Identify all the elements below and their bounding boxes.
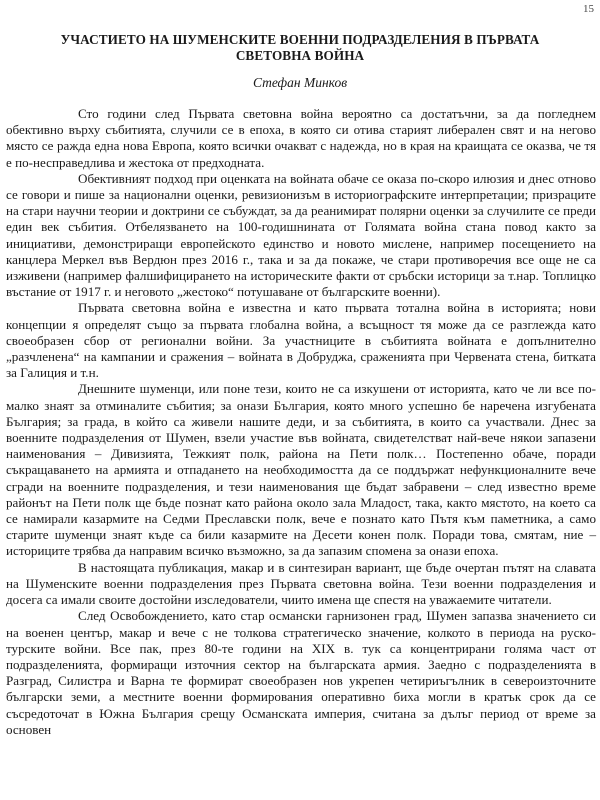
paragraph-3: Първата световна война е известна и като първата тотална война в историята; нови концепции я определят също за първата глобална война, а всъщност тя може да се разглежда като своеобразен сбор от регионални войни. За участниците в събитията войната е допълнително „разчленена“ на кампании и сражения – войната в Добруджа, сраженията при Червената стена, битката за Галиция и т.н.: [6, 300, 596, 381]
paragraph-5: В настоящата публикация, макар и в синтезиран вариант, ще бъде очертан пътят на славата на Шуменските военни подразделения през Първата световна война. Тези военни подразделения и досега са имали своите достойни изследователи, чиито имена ще спестя на уважаемите читатели.: [6, 559, 596, 608]
author-name: Стефан Минков: [252, 75, 348, 90]
page-number: 15: [583, 3, 594, 15]
article-body: [6, 106, 596, 738]
title-line-2: СВЕТОВНА ВОЙНА: [235, 48, 365, 63]
paragraph-6: След Освобождението, като стар османски гарнизонен град, Шумен запазва значението си на военен център, макар и вече с не толкова стратегическо значение, колкото в периода на руско-турските войни. Все пак, през 80-те години на XIX в. тук са концентрирани голяма част от подразделенията, формиращи източния сектор на българската армия. Заедно с подразделенията в Разград, Силистра и Варна те формират своеобразен нов укрепен четириъгълник в североизточните български земи, а местните военни формирования оперативно биха могли в кратък срок да се съсредоточат в Южна България срещу Османската империя, считана за дълъг период от време за основен: [6, 608, 596, 737]
title-line-1: УЧАСТИЕТО НА ШУМЕНСКИТЕ ВОЕННИ ПОДРАЗДЕЛЕНИЯ В ПЪРВАТА: [60, 32, 540, 47]
paragraph-4: Днешните шуменци, или поне тези, които не са изкушени от историята, като че ли все по-малко знаят за отминалите събития; за онази България, която много успешно бе наречена изгубената България; за града, в който са живели нашите деди, и за събитията, в които са участвали. Днес за военните подразделения от Шумен, взели участие във войната, свидетелстват най-вече някои запазени наименования – Дивизията, Тежкият полк, района на Пети полк… Постепенно обаче, поради съкращаването на армията и отпадането на необходимостта да се поддържат нефункционалните вече сгради на военните подразделения, и тези наименования ще бъдат забравени – след известно време районът на Пети полк ще бъде познат като района около зала Младост, така, както мястото, на което са се намирали казармите на Седми Преславски полк, вече е познато като Пътя към паметника, а само старите шуменци знаят къде са били казармите на Десети конен полк. Поради това, смятам, ние – историците трябва да направим всичко възможно, за да запазим спомена за онази епоха.: [6, 381, 596, 559]
paragraph-2: Обективният подход при оценката на войната обаче се оказа по-скоро илюзия и днес отново се говори и пише за национални оценки, ревизионизъм в историографските интерпретации; призраците на стари научни теории и доктрини се събуждат, за да реанимират полярни оценки за случилите се преди един век събития. Отбелязването на 100-годишнината от Голямата война стана повод както за инициативи, демонстриращи европейското единство и новото мислене, например посещението на канцлера Меркел във Вердюн през 2016 г., така и за да покаже, че стари противоречия все още не са изживени (например фалшифицирането на историческите факти от сръбски историци за т.нар. Топлицко въстание от 1917 г. и неговото „жестоко“ потушаване от българските военни).: [6, 170, 596, 300]
article-title: [0, 32, 600, 64]
paragraph-1: Сто години след Първата световна война вероятно са достатъчни, за да погледнем обективно върху събитията, случили се в епоха, в която си отива старият либерален свят и на негово място се ражда една нова Европа, която всички очакват с надежда, но в края на краищата се оказва, че тя е по-несправедлива и жестока от предходната.: [6, 106, 596, 170]
